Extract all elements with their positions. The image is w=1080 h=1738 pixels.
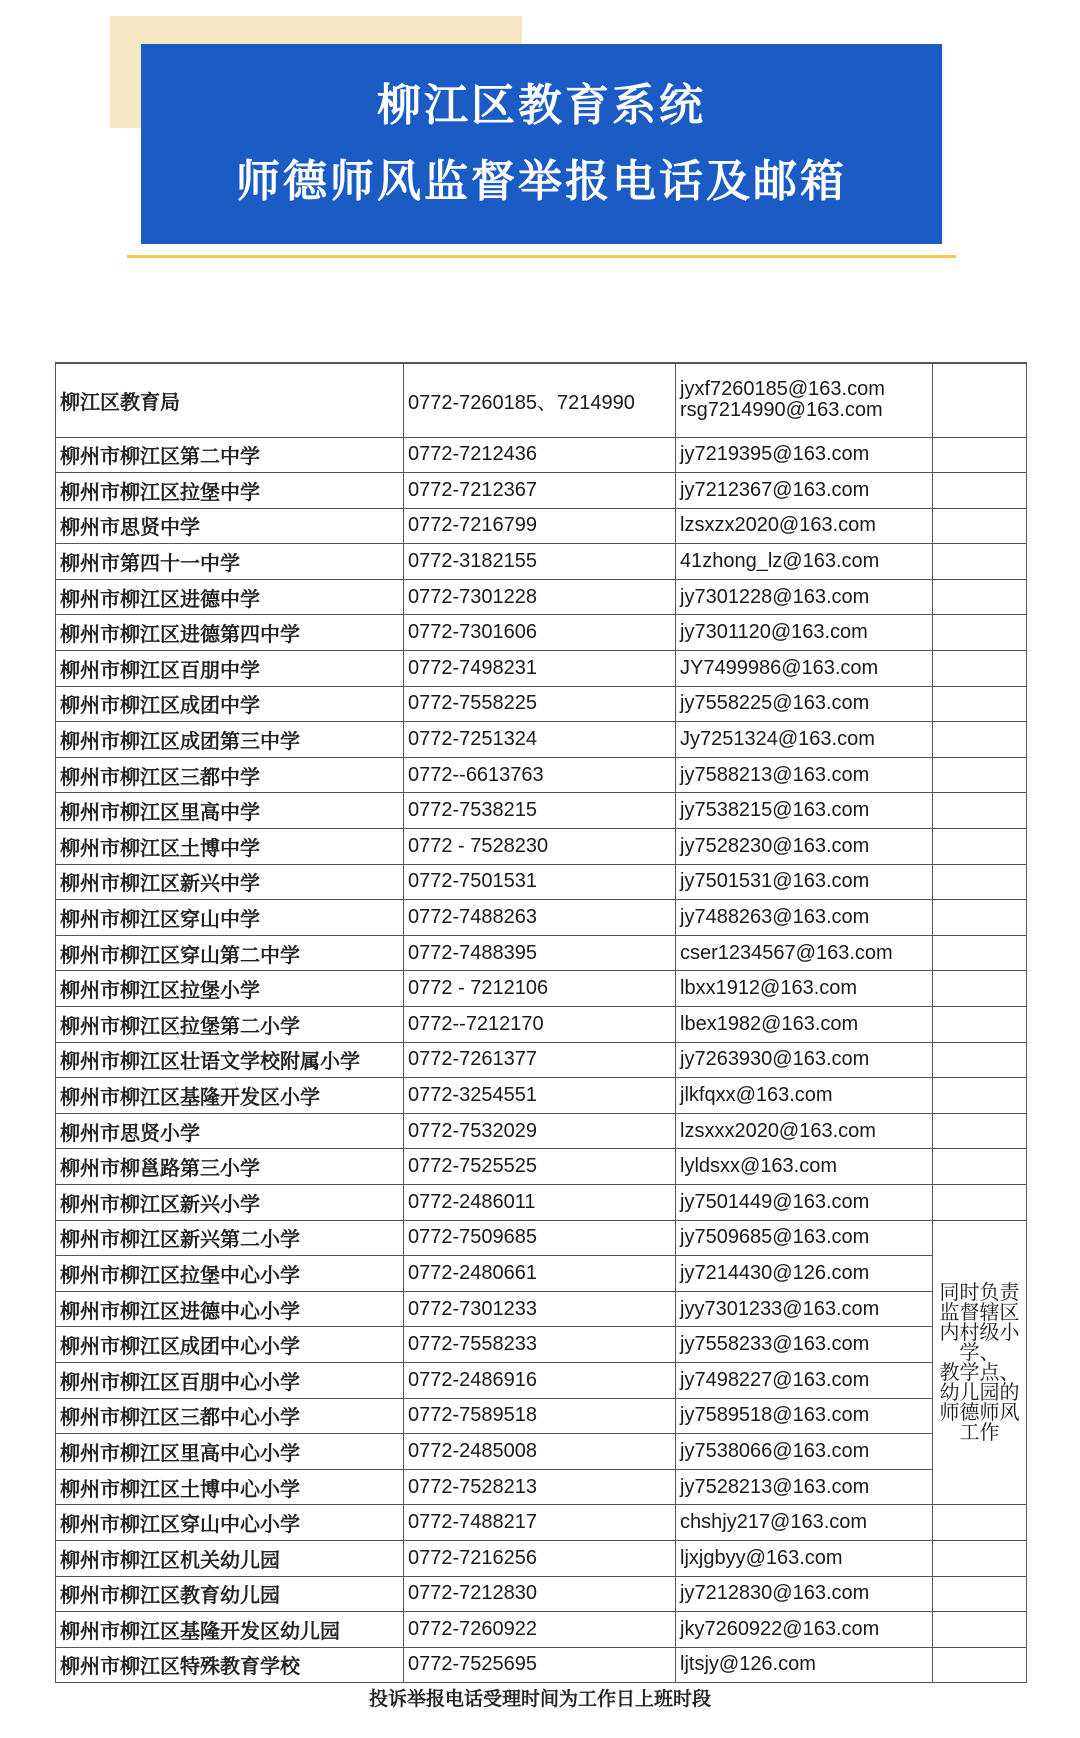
email-address: jy7538215@163.com bbox=[676, 793, 933, 829]
table-row bbox=[56, 864, 1027, 900]
table-row bbox=[56, 935, 1027, 971]
note-line: 工作 bbox=[959, 1420, 1000, 1445]
email-address: jy7538066@163.com bbox=[676, 1434, 933, 1470]
school-name: 柳州市柳江区特殊教育学校 bbox=[56, 1647, 404, 1683]
table-row bbox=[56, 1184, 1027, 1220]
note-cell-empty bbox=[933, 864, 1027, 900]
phone-number: 0772-7589518 bbox=[404, 1398, 676, 1434]
school-name: 柳州市柳江区机关幼儿园 bbox=[56, 1540, 404, 1576]
phone-number: 0772-7301233 bbox=[404, 1291, 676, 1327]
contact-table bbox=[55, 362, 1027, 1683]
phone-number: 0772-7212830 bbox=[404, 1576, 676, 1612]
school-name: 柳江区教育局 bbox=[56, 363, 404, 437]
school-name: 柳州市柳江区新兴小学 bbox=[56, 1184, 404, 1220]
phone-number: 0772--7212170 bbox=[404, 1007, 676, 1043]
phone-number: 0772-7251324 bbox=[404, 722, 676, 758]
school-name: 柳州市思贤小学 bbox=[56, 1113, 404, 1149]
email-address: ljxjgbyy@163.com bbox=[676, 1540, 933, 1576]
phone-number: 0772-7216256 bbox=[404, 1540, 676, 1576]
email-address: ljtsjy@126.com bbox=[676, 1647, 933, 1683]
note-cell-empty bbox=[933, 363, 1027, 437]
table-row bbox=[56, 1291, 1027, 1327]
phone-number: 0772-7488263 bbox=[404, 900, 676, 936]
email-line: jyxf7260185@163.com bbox=[680, 378, 885, 401]
email-address: chshjy217@163.com bbox=[676, 1505, 933, 1541]
phone-number: 0772-7525525 bbox=[404, 1149, 676, 1185]
note-cell-empty bbox=[933, 473, 1027, 509]
table-row bbox=[56, 651, 1027, 687]
table-row bbox=[56, 686, 1027, 722]
phone-number: 0772-7212436 bbox=[404, 437, 676, 473]
phone-number: 0772-2485008 bbox=[404, 1434, 676, 1470]
email-address: jlkfqxx@163.com bbox=[676, 1078, 933, 1114]
email-address: lzsxxx2020@163.com bbox=[676, 1113, 933, 1149]
email-address: jy7263930@163.com bbox=[676, 1042, 933, 1078]
phone-number: 0772-7260922 bbox=[404, 1612, 676, 1648]
note-cell-empty bbox=[933, 722, 1027, 758]
table-row bbox=[56, 544, 1027, 580]
note-cell-empty bbox=[933, 935, 1027, 971]
phone-number: 0772-7528213 bbox=[404, 1469, 676, 1505]
phone-number: 0772--6613763 bbox=[404, 757, 676, 793]
note-cell-empty bbox=[933, 1184, 1027, 1220]
email-address: lyldsxx@163.com bbox=[676, 1149, 933, 1185]
table-row bbox=[56, 793, 1027, 829]
phone-number: 0772-7301228 bbox=[404, 579, 676, 615]
school-name: 柳州市柳江区第二中学 bbox=[56, 437, 404, 473]
school-name: 柳州市柳江区土博中学 bbox=[56, 829, 404, 865]
phone-number: 0772-7538215 bbox=[404, 793, 676, 829]
table-row bbox=[56, 900, 1027, 936]
email-address: jy7589518@163.com bbox=[676, 1398, 933, 1434]
phone-number: 0772-7501531 bbox=[404, 864, 676, 900]
school-name: 柳州市柳江区进德中心小学 bbox=[56, 1291, 404, 1327]
table-row bbox=[56, 508, 1027, 544]
title-banner bbox=[141, 44, 942, 244]
school-name: 柳州市柳江区基隆开发区小学 bbox=[56, 1078, 404, 1114]
school-name: 柳州市柳江区拉堡中心小学 bbox=[56, 1256, 404, 1292]
school-name: 柳州市柳江区百朋中学 bbox=[56, 651, 404, 687]
email-address: cser1234567@163.com bbox=[676, 935, 933, 971]
note-cell-empty bbox=[933, 1078, 1027, 1114]
table-row bbox=[56, 1469, 1027, 1505]
phone-number: 0772-7261377 bbox=[404, 1042, 676, 1078]
table-row bbox=[56, 1220, 1027, 1256]
school-name: 柳州市柳江区拉堡小学 bbox=[56, 971, 404, 1007]
table-row bbox=[56, 1113, 1027, 1149]
school-name: 柳州市柳江区百朋中心小学 bbox=[56, 1362, 404, 1398]
table-row bbox=[56, 757, 1027, 793]
note-cell-empty bbox=[933, 686, 1027, 722]
phone-number: 0772-7301606 bbox=[404, 615, 676, 651]
school-name: 柳州市柳江区成团第三中学 bbox=[56, 722, 404, 758]
email-address: jy7528213@163.com bbox=[676, 1469, 933, 1505]
email-address: lzsxzx2020@163.com bbox=[676, 508, 933, 544]
email-address: jy7501531@163.com bbox=[676, 864, 933, 900]
school-name: 柳州市柳江区基隆开发区幼儿园 bbox=[56, 1612, 404, 1648]
school-name: 柳州市柳江区穿山第二中学 bbox=[56, 935, 404, 971]
note-line: 幼儿园的 bbox=[939, 1380, 1020, 1405]
table-row bbox=[56, 615, 1027, 651]
note-cell-empty bbox=[933, 437, 1027, 473]
phone-number: 0772-7558233 bbox=[404, 1327, 676, 1363]
phone-number: 0772-7216799 bbox=[404, 508, 676, 544]
table-row bbox=[56, 1398, 1027, 1434]
school-name: 柳州市柳江区里高中心小学 bbox=[56, 1434, 404, 1470]
supervision-note bbox=[933, 1220, 1027, 1505]
note-cell-empty bbox=[933, 1647, 1027, 1683]
phone-number: 0772-2486916 bbox=[404, 1362, 676, 1398]
note-cell-empty bbox=[933, 1007, 1027, 1043]
email-address: lbex1982@163.com bbox=[676, 1007, 933, 1043]
school-name: 柳州市柳江区穿山中心小学 bbox=[56, 1505, 404, 1541]
phone-number: 0772-3254551 bbox=[404, 1078, 676, 1114]
note-cell-empty bbox=[933, 971, 1027, 1007]
email-address: jy7501449@163.com bbox=[676, 1184, 933, 1220]
email-address: jy7488263@163.com bbox=[676, 900, 933, 936]
title-line-2: 师德师风监督举报电话及邮箱 bbox=[236, 156, 847, 207]
note-cell-empty bbox=[933, 1612, 1027, 1648]
note-line: 教学点、 bbox=[939, 1360, 1020, 1385]
note-cell-empty bbox=[933, 544, 1027, 580]
school-name: 柳州市柳江区三都中学 bbox=[56, 757, 404, 793]
note-cell-empty bbox=[933, 1540, 1027, 1576]
phone-number: 0772-7525695 bbox=[404, 1647, 676, 1683]
note-cell-empty bbox=[933, 651, 1027, 687]
school-name: 柳州市柳江区成团中学 bbox=[56, 686, 404, 722]
note-cell-empty bbox=[933, 1113, 1027, 1149]
table-row bbox=[56, 1540, 1027, 1576]
school-name: 柳州市柳江区教育幼儿园 bbox=[56, 1576, 404, 1612]
school-name: 柳州市柳江区新兴中学 bbox=[56, 864, 404, 900]
footer-note: 投诉举报电话受理时间为工作日上班时段 bbox=[368, 1688, 711, 1710]
school-name: 柳州市柳江区成团中心小学 bbox=[56, 1327, 404, 1363]
table-row bbox=[56, 1078, 1027, 1114]
email-address: Jy7251324@163.com bbox=[676, 722, 933, 758]
email-address: jy7219395@163.com bbox=[676, 437, 933, 473]
table-row bbox=[56, 1434, 1027, 1470]
note-line: 师德师风 bbox=[939, 1400, 1020, 1425]
email-line: rsg7214990@163.com bbox=[680, 399, 883, 422]
email-address: jy7528230@163.com bbox=[676, 829, 933, 865]
school-name: 柳州市柳江区土博中心小学 bbox=[56, 1469, 404, 1505]
phone-number: 0772 - 7212106 bbox=[404, 971, 676, 1007]
note-cell-empty bbox=[933, 900, 1027, 936]
table-row bbox=[56, 473, 1027, 509]
school-name: 柳州市柳江区穿山中学 bbox=[56, 900, 404, 936]
table-row bbox=[56, 363, 1027, 437]
note-cell-empty bbox=[933, 829, 1027, 865]
table-row bbox=[56, 1007, 1027, 1043]
email-address: jy7509685@163.com bbox=[676, 1220, 933, 1256]
table-row bbox=[56, 1256, 1027, 1292]
table-row bbox=[56, 1149, 1027, 1185]
note-line: 监督辖区 bbox=[939, 1300, 1020, 1325]
email-address: jky7260922@163.com bbox=[676, 1612, 933, 1648]
phone-number: 0772-2480661 bbox=[404, 1256, 676, 1292]
email-address: jyy7301233@163.com bbox=[676, 1291, 933, 1327]
table-row bbox=[56, 971, 1027, 1007]
note-cell-empty bbox=[933, 1149, 1027, 1185]
phone-number: 0772-7488217 bbox=[404, 1505, 676, 1541]
note-line: 内村级小 bbox=[939, 1320, 1020, 1345]
email-address bbox=[676, 363, 933, 437]
phone-number: 0772-7558225 bbox=[404, 686, 676, 722]
school-name: 柳州市柳江区进德中学 bbox=[56, 579, 404, 615]
title-line-1: 柳江区教育系统 bbox=[377, 80, 706, 131]
note-cell-empty bbox=[933, 508, 1027, 544]
email-address: jy7212830@163.com bbox=[676, 1576, 933, 1612]
school-name: 柳州市第四十一中学 bbox=[56, 544, 404, 580]
phone-number: 0772-7509685 bbox=[404, 1220, 676, 1256]
school-name: 柳州市柳江区壮语文学校附属小学 bbox=[56, 1042, 404, 1078]
school-name: 柳州市柳江区新兴第二小学 bbox=[56, 1220, 404, 1256]
email-address: lbxx1912@163.com bbox=[676, 971, 933, 1007]
phone-number: 0772-3182155 bbox=[404, 544, 676, 580]
note-cell-empty bbox=[933, 1042, 1027, 1078]
phone-number: 0772 - 7528230 bbox=[404, 829, 676, 865]
table-row bbox=[56, 1362, 1027, 1398]
title-underline bbox=[127, 255, 956, 258]
school-name: 柳州市柳江区三都中心小学 bbox=[56, 1398, 404, 1434]
phone-number: 0772-2486011 bbox=[404, 1184, 676, 1220]
note-cell-empty bbox=[933, 579, 1027, 615]
phone-number: 0772-7532029 bbox=[404, 1113, 676, 1149]
email-address: jy7558233@163.com bbox=[676, 1327, 933, 1363]
table-row bbox=[56, 1042, 1027, 1078]
note-cell-empty bbox=[933, 757, 1027, 793]
school-name: 柳州市柳邕路第三小学 bbox=[56, 1149, 404, 1185]
phone-number: 0772-7488395 bbox=[404, 935, 676, 971]
email-address: jy7558225@163.com bbox=[676, 686, 933, 722]
table-row bbox=[56, 1327, 1027, 1363]
email-address: jy7301228@163.com bbox=[676, 579, 933, 615]
school-name: 柳州市柳江区里高中学 bbox=[56, 793, 404, 829]
phone-number: 0772-7498231 bbox=[404, 651, 676, 687]
note-line: 学、 bbox=[959, 1340, 1000, 1365]
email-address: jy7588213@163.com bbox=[676, 757, 933, 793]
note-cell-empty bbox=[933, 615, 1027, 651]
email-address: 41zhong_lz@163.com bbox=[676, 544, 933, 580]
table-row bbox=[56, 722, 1027, 758]
phone-number: 0772-7212367 bbox=[404, 473, 676, 509]
school-name: 柳州市柳江区拉堡第二小学 bbox=[56, 1007, 404, 1043]
phone-number: 0772-7260185、7214990 bbox=[404, 363, 676, 437]
table-row bbox=[56, 437, 1027, 473]
school-name: 柳州市思贤中学 bbox=[56, 508, 404, 544]
email-address: jy7212367@163.com bbox=[676, 473, 933, 509]
table-row bbox=[56, 1505, 1027, 1541]
note-cell-empty bbox=[933, 793, 1027, 829]
table-row bbox=[56, 1647, 1027, 1683]
note-cell-empty bbox=[933, 1505, 1027, 1541]
table-row bbox=[56, 829, 1027, 865]
table-row bbox=[56, 1612, 1027, 1648]
email-address: JY7499986@163.com bbox=[676, 651, 933, 687]
email-address: jy7301120@163.com bbox=[676, 615, 933, 651]
email-address: jy7498227@163.com bbox=[676, 1362, 933, 1398]
note-line: 同时负责 bbox=[939, 1280, 1020, 1305]
note-cell-empty bbox=[933, 1576, 1027, 1612]
email-address: jy7214430@126.com bbox=[676, 1256, 933, 1292]
school-name: 柳州市柳江区进德第四中学 bbox=[56, 615, 404, 651]
table-row bbox=[56, 579, 1027, 615]
table-row bbox=[56, 1576, 1027, 1612]
school-name: 柳州市柳江区拉堡中学 bbox=[56, 473, 404, 509]
